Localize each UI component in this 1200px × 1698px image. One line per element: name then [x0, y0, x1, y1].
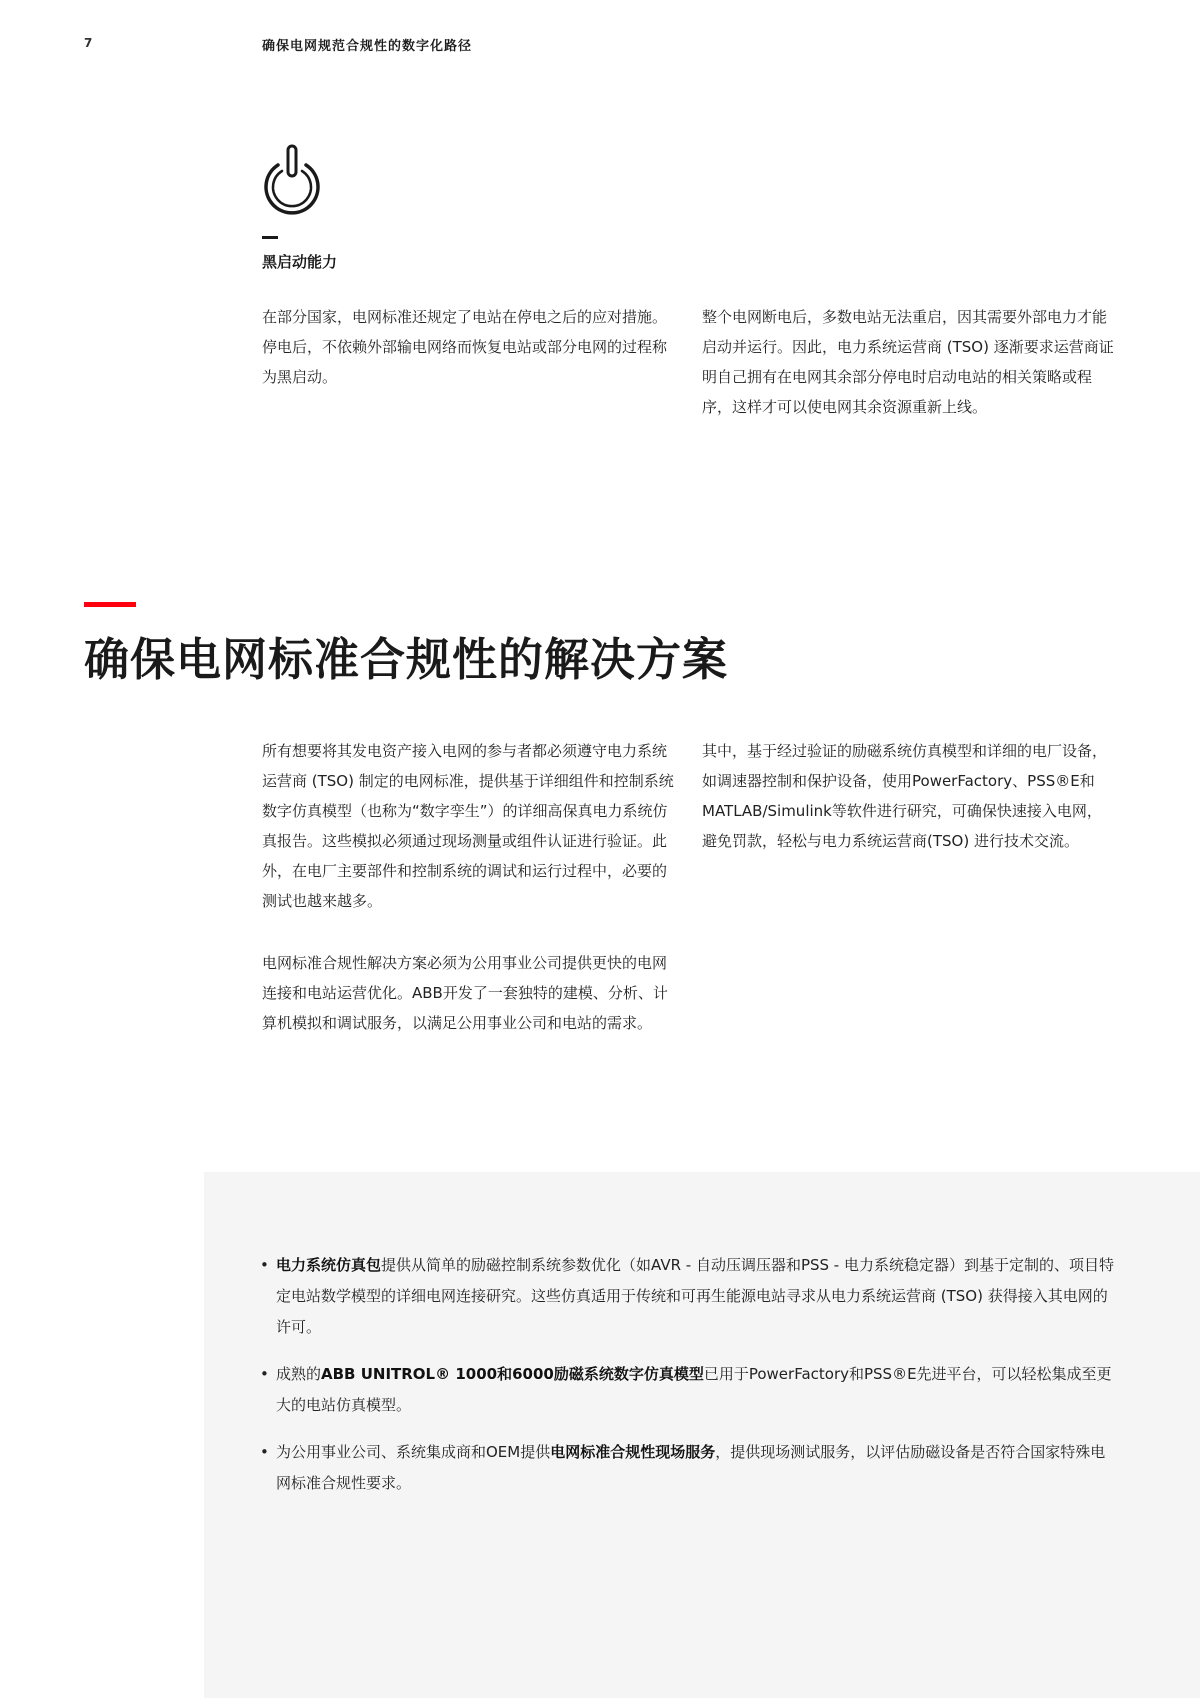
bullet-dot: • [260, 1365, 269, 1383]
bullet-dot: • [260, 1256, 269, 1274]
page-number: 7 [84, 36, 93, 50]
section-dash [262, 236, 278, 239]
black-start-col2: 整个电网断电后，多数电站无法重启，因其需要外部电力才能启动并运行。因此，电力系统运营商 (TSO) 逐渐要求运营商证明自己拥有在电网其余部分停电时启动电站的相关策略或程序，这样才可以使电网其余资源重新上线。 [702, 308, 1114, 416]
power-icon [258, 143, 326, 215]
list-item-bold: 电网标准合规性现场服务 [550, 1443, 716, 1461]
black-start-heading: 黑启动能力 [262, 253, 338, 271]
solutions-col1-p2: 电网标准合规性解决方案必须为公用事业公司提供更快的电网连接和电站运营优化。ABB开发了一套独特的建模、分析、计算机模拟和调试服务，以满足公用事业公司和电站的需求。 [262, 954, 668, 1032]
list-item: • 电力系统仿真包提供从简单的励磁控制系统参数优化（如AVR - 自动压调压器和PSS - 电力系统稳定器）到基于定制的、项目特定电站数学模型的详细电网连接研究。这些仿真适用于传统和可再生能源电站寻求从电力系统运营商 (TSO) 获得接入其电网的许可。 [258, 1250, 1118, 1343]
solutions-col1-p1: 所有想要将其发电资产接入电网的参与者都必须遵守电力系统运营商 (TSO) 制定的电网标准，提供基于详细组件和控制系统数字仿真模型（也称为“数字孪生”）的详细高保真电力系统仿真报告。这些模拟必须通过现场测量或组件认证进行验证。此外，在电厂主要部件和控制系统的调试和运行过程中，必要的测试也越来越多。 [262, 742, 674, 910]
red-accent-bar [84, 602, 136, 607]
bullet-dot: • [260, 1443, 269, 1461]
list-item-bold: 电力系统仿真包 [276, 1256, 382, 1274]
page-title: 确保电网标准合规性的解决方案 [84, 633, 729, 686]
black-start-col1: 在部分国家，电网标准还规定了电站在停电之后的应对措施。停电后，不依赖外部输电网络而恢复电站或部分电网的过程称为黑启动。 [262, 308, 668, 386]
list-item-bold: ABB UNITROL® 1000和6000励磁系统数字仿真模型 [321, 1365, 704, 1383]
running-header-title: 确保电网规范合规性的数字化路径 [262, 39, 473, 54]
list-item: • 成熟的ABB UNITROL® 1000和6000励磁系统数字仿真模型已用于PowerFactory和PSS®E先进平台，可以轻松集成至更大的电站仿真模型。 [258, 1359, 1118, 1421]
services-list [258, 1250, 1118, 1515]
solutions-col2-p1: 其中，基于经过验证的励磁系统仿真模型和详细的电厂设备，如调速器控制和保护设备，使用PowerFactory、PSS®E和MATLAB/Simulink等软件进行研究，可确保快速接入电网，避免罚款，轻松与电力系统运营商(TSO) 进行技术交流。 [702, 742, 1108, 850]
list-item: • 为公用事业公司、系统集成商和OEM提供电网标准合规性现场服务，提供现场测试服务，以评估励磁设备是否符合国家特殊电网标准合规性要求。 [258, 1437, 1118, 1499]
